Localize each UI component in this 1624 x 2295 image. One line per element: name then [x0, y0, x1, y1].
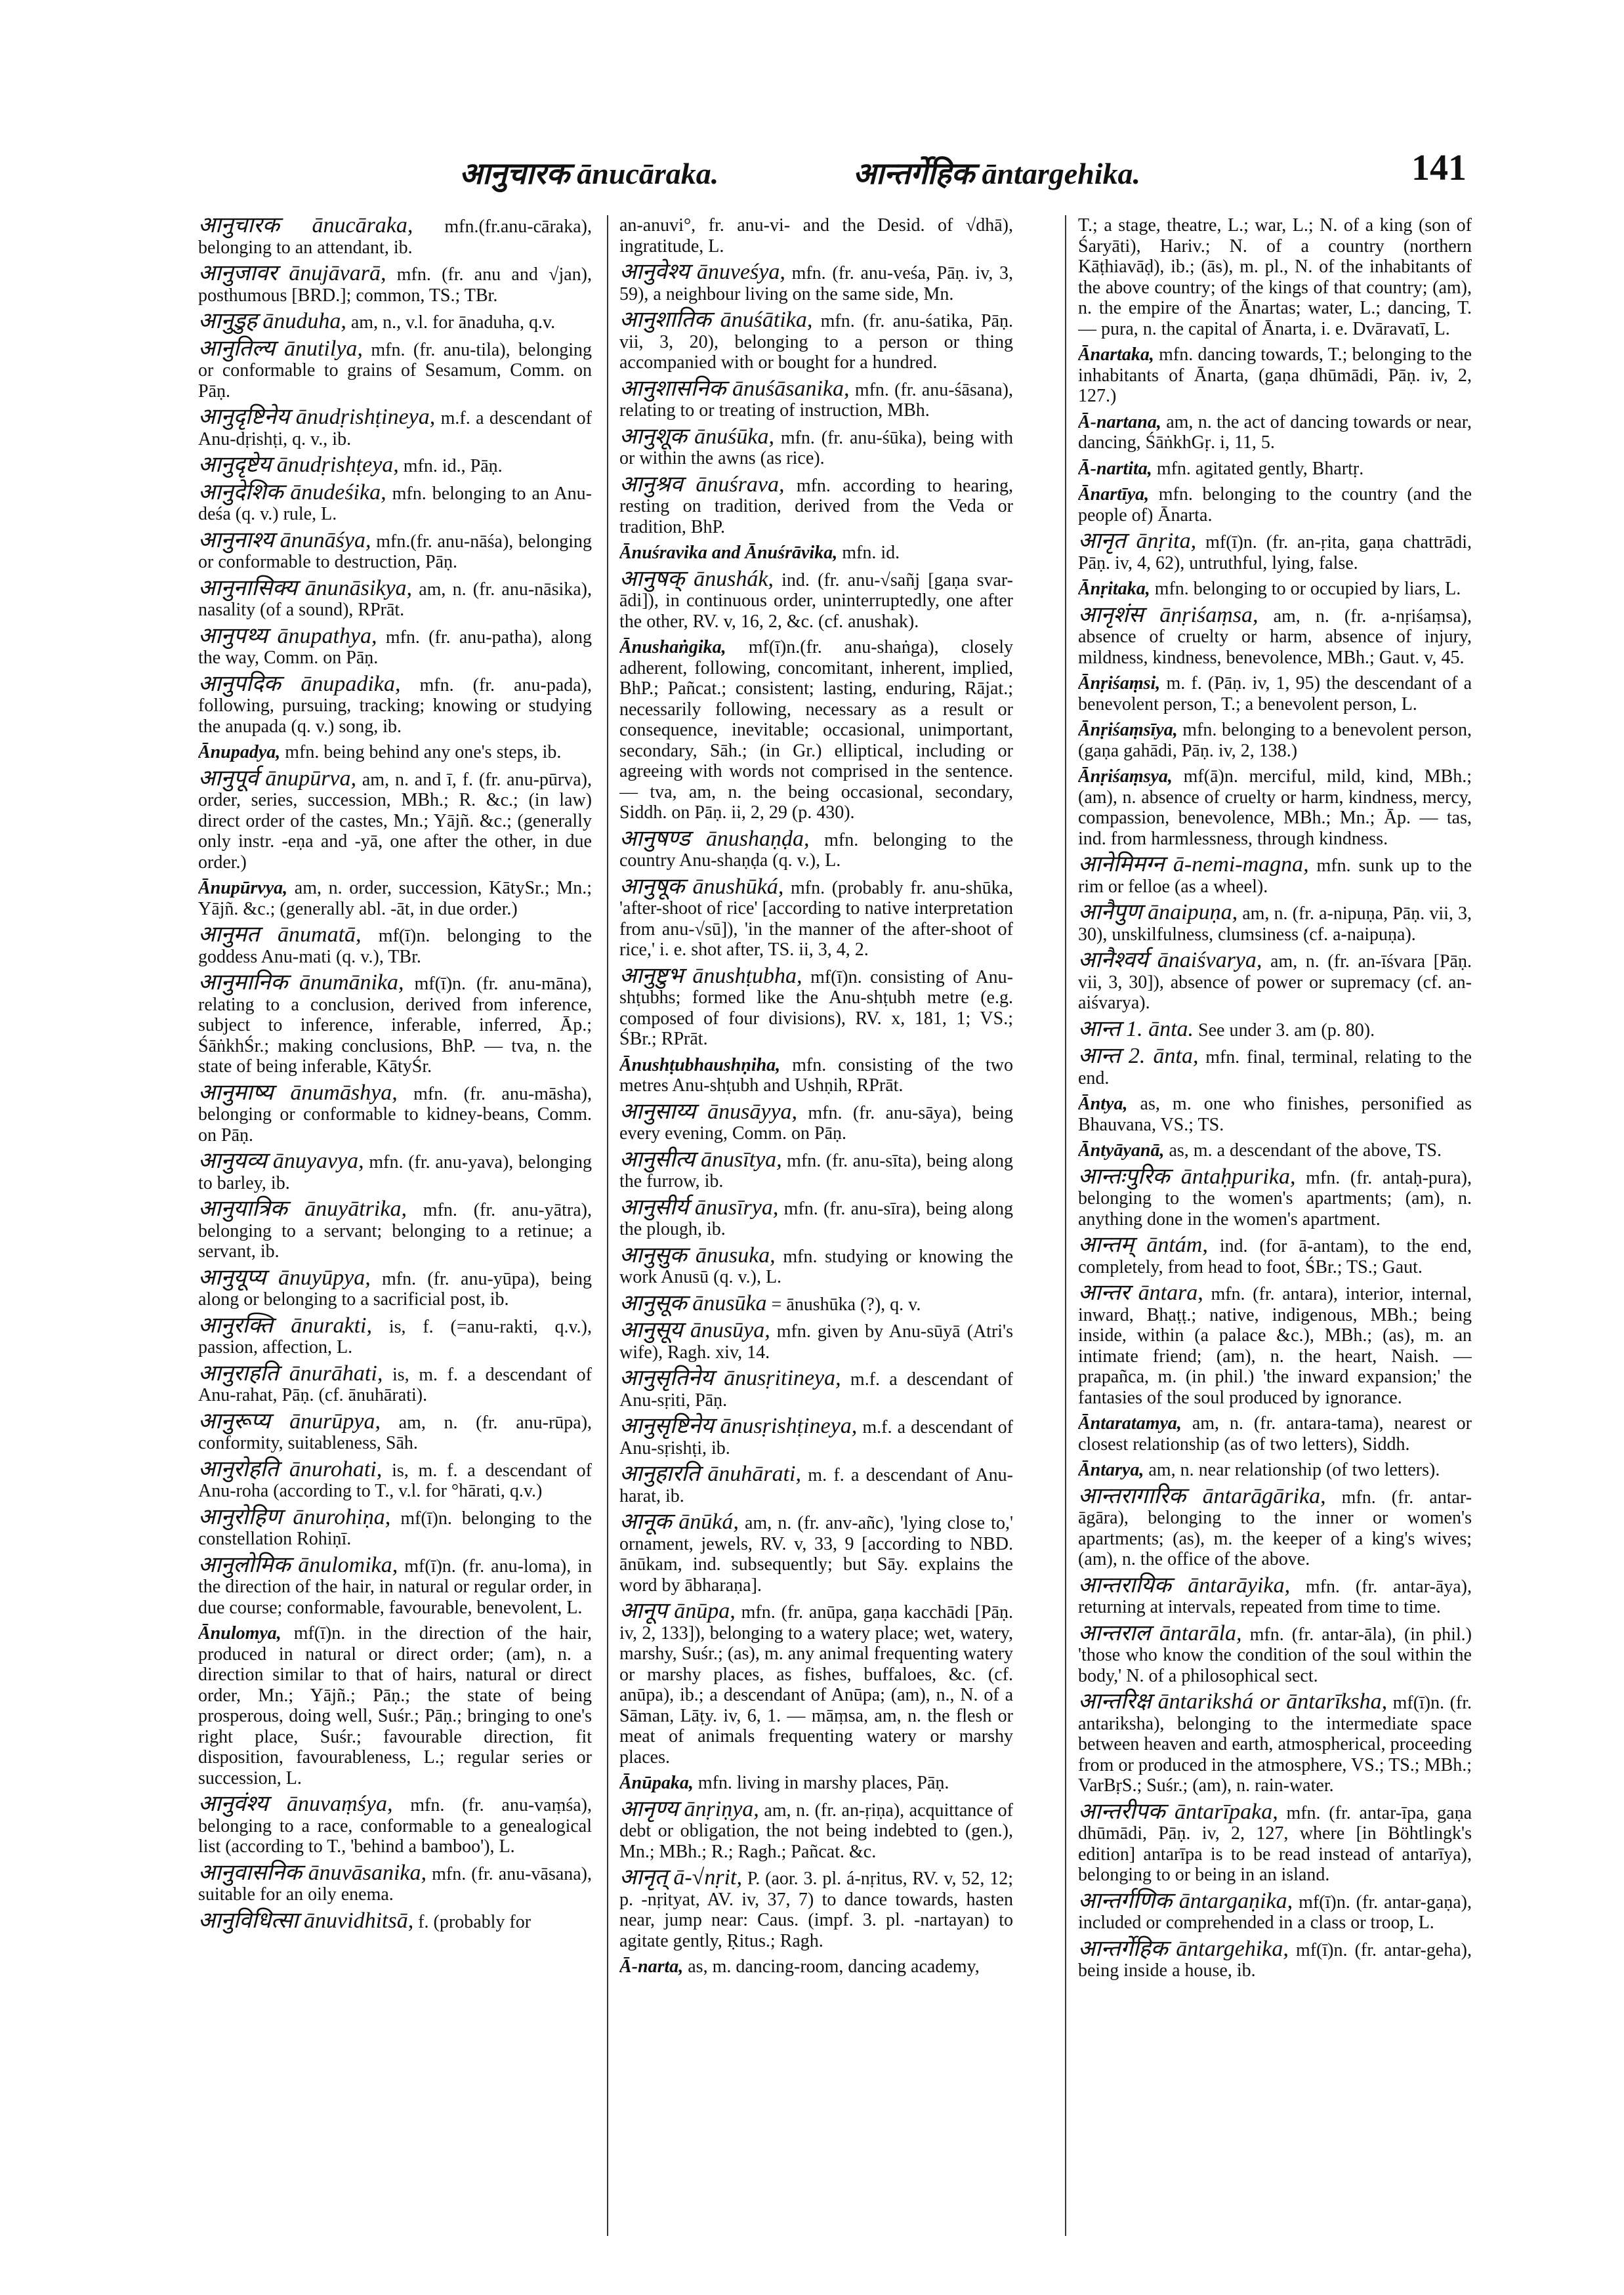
entry-headword: आनेमिमग्न ā-nemi-magna,	[1078, 852, 1309, 877]
entry-headword: आनुदेशिक ānudeśika,	[198, 480, 386, 505]
entry-headword: आनुश्रव ānuśrava,	[619, 472, 785, 497]
dictionary-entry	[198, 1411, 592, 1454]
dictionary-entry	[198, 1315, 592, 1358]
sub-entry	[1078, 484, 1472, 526]
dictionary-entry	[198, 527, 592, 573]
entry-definition: am, n. near relationship (of two letters).	[1148, 1460, 1440, 1480]
dictionary-entry	[619, 826, 1013, 871]
entry-headword: Ānupadya,	[198, 742, 281, 762]
dictionary-entry	[1078, 1164, 1472, 1230]
entry-headword: आनुरूप्य ānurūpya,	[198, 1409, 381, 1434]
entry-headword: Ā-nartana,	[1078, 411, 1161, 432]
entry-headword: आनुसीर्य ānusīrya,	[619, 1195, 779, 1220]
entry-headword: Āntyāyanā,	[1078, 1140, 1165, 1161]
entry-definition: mfn. (fr. anu-sīta), being along the furrow, ib.	[619, 1150, 1013, 1191]
dictionary-entry	[619, 874, 1013, 961]
entry-definition: mfn. belonging to the country Anu-shaṇḍa (q. v.), L.	[619, 829, 1013, 871]
entry-definition: mf(ī)n. (fr. anu-māna), relating to a conclusion, derived from inference, subject to inference, inferable, inferred, Āp.; ŚāṅkhŚr.; making conclusions, BhP. — tva, n. the state of being inferable, KātyŚr.	[198, 974, 592, 1077]
dictionary-entry	[198, 1459, 592, 1502]
entry-headword: आनुमत ānumatā,	[198, 922, 362, 947]
entry-definition: am, n. and ī, f. (fr. anu-pūrva), order, series, succession, MBh.; R. &c.; (in law) direct order of the castes, Mn.; Yājñ. &c.; (generally only instr. -eṇa and -yā, one after the other, in due order.)	[198, 769, 592, 873]
entry-headword: आनुवासनिक ānuvāsanika,	[198, 1860, 427, 1885]
entry-headword: आन्तरीपक āntarīpaka,	[1078, 1799, 1278, 1824]
entry-headword: आनुयूप्य ānuyūpya,	[198, 1265, 371, 1290]
entry-definition: mfn. being behind any one's steps, ib.	[285, 742, 562, 762]
sub-entry	[1078, 1140, 1472, 1161]
entry-definition: mfn. studying or knowing the work Anusū (q. v.), L.	[619, 1246, 1013, 1287]
entry-headword: Ānulomya,	[198, 1623, 281, 1644]
dictionary-entry	[1078, 1936, 1472, 1981]
entry-definition: mfn. (fr. anu-yava), belonging to barley, ib.	[198, 1152, 592, 1193]
entry-definition: am, n., v.l. for ānaduha, q.v.	[350, 312, 556, 333]
entry-headword: आनुवेश्य ānuveśya,	[619, 260, 785, 284]
entry-definition: mfn. (fr. anu-śūka), being with or within the awns (as rice).	[619, 427, 1013, 468]
dictionary-entry	[1078, 215, 1472, 339]
entry-definition: am, n. (fr. antara-tama), nearest or closest relationship (as of two letters), Siddh.	[1078, 1413, 1472, 1455]
entry-headword: आनुमाष्य ānumāshya,	[198, 1080, 398, 1105]
entry-definition: am, n. (fr. an-īśvara [Pāṇ. vii, 3, 30]), absence of power or supremacy (cf. an-aiśvarya).	[1078, 951, 1472, 1013]
sub-entry	[1078, 766, 1472, 849]
entry-definition: as, m. a descendant of the above, TS.	[1169, 1140, 1442, 1161]
dictionary-entry	[619, 426, 1013, 469]
entry-definition: am, n. order, succession, KātySr.; Mn.; Yājñ. &c.; (generally abl. -āt, in due order.)	[198, 878, 592, 919]
entry-definition: am, n. (fr. a-nṛiśaṃsa), absence of cruelty or harm, absence of injury, mildness, kindness, benevolence, MBh.; Gaut. v, 45.	[1078, 606, 1472, 668]
dictionary-entry	[619, 262, 1013, 304]
entry-headword: आन्त 1. ānta.	[1078, 1016, 1194, 1041]
entry-headword: आनूक ānūká,	[619, 1510, 739, 1534]
dictionary-entry	[198, 336, 592, 402]
entry-definition: mfn. (fr. anu-śāsana), relating to or treating of instruction, MBh.	[619, 379, 1013, 421]
entry-headword: आनुसुक ānusuka,	[619, 1243, 776, 1268]
dictionary-column-2	[619, 215, 1013, 2236]
dictionary-entry	[1078, 1799, 1472, 1886]
entry-definition: mfn. (fr. antar-īpa, gaṇa dhūmādi, Pāṇ. iv, 2, 127, where [in Böhtlingk's edition] antarīpa is to be read instead of antarīya), belonging to or being in an island.	[1078, 1802, 1472, 1885]
entry-definition: mf(ā)n. merciful, mild, kind, MBh.; (am), n. absence of cruelty or harm, kindness, mercy, compassion, benevolence, MBh.; Mn.; Āp. — tas, ind. from harmlessness, through kindness.	[1078, 766, 1472, 849]
entry-definition: mf(ī)n. (fr. anu-loma), in the direction of the hair, in natural or regular order, in due course; conformable, favourable, benevolent, L.	[198, 1556, 592, 1618]
entry-definition: mfn. (fr. anu-śatika, Pāṇ. vii, 3, 20), belonging to a person or thing accompanied with or bought for a hundred.	[619, 311, 1013, 373]
entry-headword: आनुशासनिक ānuśāsanika,	[619, 376, 850, 401]
entry-definition: mfn. (fr. anu-vaṃśa), belonging to a race, conformable to a genealogical list (according to T., 'behind a bamboo'), L.	[198, 1795, 592, 1857]
dictionary-entry	[198, 1794, 592, 1857]
entry-definition: mfn. belonging to an Anu-deśa (q. v.) rule, L.	[198, 483, 592, 524]
entry-definition: is, m. f. a descendant of Anu-rahat, Pāṇ. (cf. ānuhārati).	[198, 1364, 592, 1405]
dictionary-entry	[198, 972, 592, 1077]
entry-definition: mfn. (fr. anu-yātra), belonging to a servant; belonging to a retinue; a servant, ib.	[198, 1200, 592, 1262]
sub-entry	[1078, 412, 1472, 453]
entry-definition: mfn. (fr. anu-yūpa), being along or belonging to a sacrificial post, ib.	[198, 1268, 592, 1310]
entry-definition: m.f. a descendant of Anu-sṛiti, Pāṇ.	[619, 1369, 1013, 1411]
entry-definition: P. (aor. 3. pl. á-nṛitus, RV. v, 52, 12; p. -nṛityat, AV. iv, 37, 7) to dance towards, hasten near, jump near: Caus. (impf. 3. pl. -nartayan) to agitate gently, Ṛitus.; Ragh.	[619, 1869, 1013, 1951]
entry-headword: आनृत ānṛita,	[1078, 529, 1197, 553]
entry-definition: mf(ī)n. in the direction of the hair, produced in natural or direct order; (am), n. a direction similar to that of hairs, natural or direct order, Mn.; Yājñ.; Pāṇ.; the state of being prosperous, doing well, Suśr.; Pāṇ.; bringing to one's right place, Suśr.; favourable direction, fit disposition, favourableness, L.; regular series or succession, L.	[198, 1623, 592, 1788]
sub-entry	[1078, 459, 1472, 480]
entry-headword: आनुषण्ड ānushaṇḍa,	[619, 826, 810, 851]
entry-definition: as, m. one who finishes, personified as Bhauvana, VS.; TS.	[1078, 1094, 1472, 1135]
entry-headword: आन्तर्गणिक āntargaṇika,	[1078, 1888, 1293, 1913]
entry-headword: आनुसाय्य ānusāyya,	[619, 1099, 798, 1124]
dictionary-entry	[619, 1293, 1013, 1315]
entry-definition: ind. (fr. anu-√sañj [gaṇa svar-ādi]), in continuous order, uninterruptedly, one after the other, RV. v, 16, 2, &c. (cf. anushak).	[619, 569, 1013, 632]
dictionary-entry	[198, 455, 592, 477]
entry-definition: mfn. (fr. anu and √jan), posthumous [BRD.]; common, TS.; TBr.	[198, 264, 592, 306]
entry-definition: m. f. (Pāṇ. iv, 1, 95) the descendant of a benevolent person, T.; a benevolent person, L.	[1078, 673, 1472, 714]
dictionary-entry	[1078, 531, 1472, 573]
dictionary-entry	[619, 1245, 1013, 1288]
dictionary-column-3	[1078, 215, 1472, 2236]
entry-headword: Ānushṭubhaushṇiha,	[619, 1054, 781, 1075]
entry-headword: आनुमानिक ānumānika,	[198, 970, 404, 995]
entry-headword: आनुयात्रिक ānuyātrika,	[198, 1197, 407, 1221]
entry-headword: आनुपथ्य ānupathya,	[198, 623, 377, 648]
sub-entry	[1078, 579, 1472, 600]
entry-definition: = ānushūka (?), q. v.	[771, 1294, 921, 1315]
entry-headword: Ā-narta,	[619, 1956, 684, 1977]
entry-headword: Ānuśravika and Ānuśrāvika,	[619, 543, 838, 563]
entry-headword: आनुसृतिनेय ānusṛitineya,	[619, 1366, 841, 1390]
entry-definition: as, m. dancing-room, dancing academy,	[688, 1956, 980, 1977]
dictionary-entry	[198, 1504, 592, 1550]
sub-entry	[1078, 1094, 1472, 1135]
entry-headword: आनुलोमिक ānulomika,	[198, 1552, 398, 1577]
entry-definition: mfn.(fr.anu-cāraka), belonging to an attendant, ib.	[198, 217, 592, 258]
dictionary-entry	[1078, 1623, 1472, 1687]
entry-headword: आन्तर āntara,	[1078, 1281, 1203, 1305]
entry-headword: Āntya,	[1078, 1094, 1128, 1114]
entry-headword: Ānushaṅgika,	[619, 637, 726, 657]
entry-definition: mfn. (fr. antara), interior, internal, inward, Bhaṭṭ.; native, indigenous, MBh.; being inside, within (a palace &c.), MBh.; (as), m. an intimate friend; (am), n. the heart, Naish. — prapañca, m. (in phil.) 'the inward expansion;' the fantasies of the soul produced by ignorance.	[1078, 1284, 1472, 1408]
entry-headword: आनुदृष्टेय ānudṛishṭeya,	[198, 453, 399, 477]
entry-definition: mf(ī)n. (fr. antar-geha), being inside a house, ib.	[1078, 1939, 1472, 1981]
dictionary-entry	[198, 768, 592, 873]
entry-headword: आनुचारक ānucāraka,	[198, 215, 413, 238]
entry-headword: आनुराहति ānurāhati,	[198, 1361, 383, 1386]
sub-entry	[1078, 720, 1472, 761]
entry-headword: आनुसूय ānusūya,	[619, 1318, 770, 1342]
entry-definition: mfn. agitated gently, Bhartṛ.	[1156, 458, 1364, 479]
entry-definition: am, n. (fr. anv-añc), 'lying close to,' ornament, jewels, RV. v, 33, 9 [according to NBD. ānūkam, ind. subsequently; but Sāy. explains the word by ābharaṇa].	[619, 1513, 1013, 1596]
entry-headword: आनुषक् ānushák,	[619, 566, 774, 591]
dictionary-entry	[619, 215, 1013, 257]
entry-definition: mf(ī)n. (fr. antariksha), belonging to the intermediate space between heaven and earth, atmospherical, proceeding from or produced in the atmosphere, VS.; TS.; MBh.; VarBṛS.; Suśr.; (am), n. rain-water.	[1078, 1693, 1472, 1796]
entry-definition: mfn. dancing towards, T.; belonging to the inhabitants of Ānarta, (gaṇa dhūmādi, Pāṇ. iv, 2, 127.)	[1078, 344, 1472, 406]
dictionary-entry	[1078, 1575, 1472, 1618]
dictionary-entry	[619, 1867, 1013, 1951]
entry-headword: आनुरक्ति ānurakti,	[198, 1313, 372, 1338]
entry-headword: आनुडुह ānuduha,	[198, 309, 346, 333]
dictionary-entry	[619, 474, 1013, 538]
entry-headword: Ānupūrvya,	[198, 878, 288, 898]
entry-headword: आनुजावर ānujāvarā,	[198, 261, 386, 285]
entry-headword: Ā-nartita,	[1078, 458, 1152, 479]
dictionary-entry	[1078, 1483, 1472, 1570]
entry-headword: आन्तराल āntarāla,	[1078, 1621, 1242, 1645]
entry-headword: आनुविधित्सा ānuvidhitsā,	[198, 1908, 414, 1933]
entry-definition: mf(ī)n. (fr. antar-gaṇa), included or comprehended in a class or troop, L.	[1078, 1892, 1472, 1933]
dictionary-entry	[198, 671, 592, 737]
entry-headword: Ānṛiśaṃsya,	[1078, 766, 1173, 787]
entry-headword: आन्तःपुरिक āntaḥpurika,	[1078, 1164, 1296, 1189]
entry-headword: आनृत् ā-√nṛit,	[619, 1865, 742, 1890]
entry-definition: mfn. id.	[842, 543, 900, 563]
entry-headword: आन्तर्गेहिक āntargehika,	[1078, 1936, 1289, 1961]
dictionary-entry	[619, 1368, 1013, 1411]
entry-definition: mfn. (probably fr. anu-shūka, 'after-shoot of rice' [according to native interpretation from anu-√sū]), 'in the manner of the after-shoot of rice,' i. e. shot after, TS. ii, 3, 4, 2.	[619, 877, 1013, 960]
entry-definition: mfn. living in marshy places, Pāṇ.	[697, 1773, 949, 1793]
dictionary-entry	[619, 1796, 1013, 1863]
entry-headword: आनुसूक ānusūka	[619, 1291, 767, 1315]
entry-headword: आनुरोहति ānurohati,	[198, 1457, 383, 1481]
dictionary-entry	[1078, 602, 1472, 669]
entry-definition: mfn.(fr. anu-nāśa), belonging or conformable to destruction, Pāṇ.	[198, 531, 592, 572]
entry-headword: Ānṛiśaṃsīya,	[1078, 720, 1178, 740]
entry-definition: mfn. (fr. antar-āgāra), belonging to the inner or women's apartments; (as), m. the keeper of a king's wives; (am), n. the office of the above.	[1078, 1487, 1472, 1569]
entry-headword: आनुष्टुभ ānushṭubha,	[619, 963, 802, 988]
entry-definition: am, n. (fr. a-nipuṇa, Pāṇ. vii, 3, 30), unskilfulness, clumsiness (cf. a-naipuṇa).	[1078, 903, 1472, 945]
entry-headword: आनुहारति ānuhārati,	[619, 1462, 801, 1486]
entry-definition: mfn. (fr. anu-veśa, Pāṇ. iv, 3, 59), a neighbour living on the same side, Mn.	[619, 263, 1013, 304]
entry-definition: am, n. (fr. anu-nāsika), nasality (of a sound), RPrāt.	[198, 579, 592, 620]
dictionary-entry	[198, 407, 592, 449]
entry-definition: mfn. belonging to a benevolent person, (gaṇa gahādi, Pāṇ. iv, 2, 138.)	[1078, 720, 1472, 761]
entry-headword: आनुसृष्टिनेय ānusṛishṭineya,	[619, 1414, 858, 1438]
entry-headword: Āntarya,	[1078, 1460, 1144, 1480]
entry-definition: mfn. sunk up to the rim or felloe (as a wheel).	[1078, 856, 1472, 897]
sub-entry	[619, 543, 1013, 564]
entry-definition: mfn. id., Pāṇ.	[403, 456, 503, 476]
sub-entry	[1078, 1413, 1472, 1455]
entry-headword: आनृशंस ānṛiśaṃsa,	[1078, 602, 1259, 627]
entry-definition: mfn. (fr. anūpa, gaṇa kacchādi [Pāṇ. iv, 2, 133]), belonging to a watery place; wet, watery, marshy, Suśr.; (as), m. any animal frequenting watery or marshy places, as fishes, buffaloes, &c. (cf. anūpa), ib.; a descendant of Anūpa; (am), n., N. of a Sāman, Lāṭy. iv, 6, 1. — māṃsa, am, n. the flesh or meat of animals frequenting watery or marshy places.	[619, 1602, 1013, 1768]
sub-entry	[1078, 1460, 1472, 1481]
entry-definition: mfn. given by Anu-sūyā (Atri's wife), Ragh. xiv, 14.	[619, 1321, 1013, 1363]
dictionary-entry	[198, 263, 592, 306]
entry-definition: am, n. (fr. an-ṛiṇa), acquittance of debt or obligation, the not being indebted to (gen.), Mn.; MBh.; R.; Ragh.; Pañcat. &c.	[619, 1800, 1013, 1862]
dictionary-entry	[1078, 1283, 1472, 1408]
entry-headword: आनैपुण ānaipuṇa,	[1078, 900, 1238, 924]
dictionary-entry	[198, 1265, 592, 1310]
entry-definition: m.f. a descendant of Anu-dṛishṭi, q. v., ib.	[198, 408, 592, 449]
entry-headword: आनैश्वर्य ānaiśvarya,	[1078, 948, 1262, 972]
entry-definition: an-anuvi°, fr. anu-vi- and the Desid. of √dhā), ingratitude, L.	[619, 215, 1013, 257]
dictionary-entry	[619, 566, 1013, 632]
sub-entry	[619, 1773, 1013, 1794]
dictionary-entry	[619, 310, 1013, 373]
sub-entry	[619, 637, 1013, 823]
entry-definition: ind. (for ā-antam), to the end, completely, from head to foot, ŚBr.; TS.; Gaut.	[1078, 1236, 1472, 1277]
sub-entry	[619, 1055, 1013, 1096]
entry-headword: आनुषूक ānushūká,	[619, 874, 784, 899]
dictionary-entry	[198, 215, 592, 258]
entry-definition: mfn. consisting of the two metres Anu-shṭubh and Ushṇih, RPrāt.	[619, 1054, 1013, 1096]
dictionary-entry	[619, 1416, 1013, 1458]
dictionary-entry	[198, 1908, 592, 1933]
dictionary-entry	[619, 963, 1013, 1050]
dictionary-entry	[198, 1860, 592, 1905]
entry-definition: mfn. (fr. anu-pada), following, pursuing, tracking; knowing or studying the anupada (q. v.) song, ib.	[198, 674, 592, 737]
dictionary-entry	[198, 1199, 592, 1262]
dictionary-entry	[1078, 1691, 1472, 1796]
entry-headword: आनुवंश्य ānuvaṃśya,	[198, 1792, 393, 1816]
entry-headword: आन्तरिक्ष āntarikshá or āntarīksha,	[1078, 1689, 1388, 1714]
dictionary-entry	[619, 1320, 1013, 1363]
dictionary-entry	[619, 1099, 1013, 1144]
entry-definition: See under 3. am (p. 80).	[1198, 1020, 1375, 1041]
dictionary-entry	[198, 1080, 592, 1146]
sub-entry	[619, 1956, 1013, 1977]
entry-definition: T.; a stage, theatre, L.; war, L.; N. of a king (son of Śaryāti), Hariv.; N. of a country (northern Kāṭhiavāḍ), ib.; (ās), m. pl., N. of the inhabitants of the above country; of the kings of that country; (am), n. the empire of the Ānartas; water, L.; dancing, T. — pura, n. the capital of Ānarta, i. e. Dvāravatī, L.	[1078, 215, 1472, 339]
entry-headword: Ānartaka,	[1078, 344, 1154, 365]
dictionary-column-1	[198, 215, 592, 2236]
dictionary-entry	[619, 1149, 1013, 1192]
entry-definition: mfn. (fr. antar-āla), (in phil.) 'those who know the condition of the soul within the body,' N. of a philosophical sect.	[1078, 1624, 1472, 1686]
entry-definition: mfn. (fr. antaḥ-pura), belonging to the women's apartments; (am), n. anything done in the women's apartment.	[1078, 1167, 1472, 1230]
dictionary-entry	[198, 924, 592, 967]
entry-definition: m. f. a descendant of Anu-harat, ib.	[619, 1465, 1013, 1506]
entry-definition: mf(ī)n. (fr. an-ṛita, gaṇa chattrādi, Pāṇ. iv, 4, 62), untruthful, lying, false.	[1078, 532, 1472, 573]
dictionary-entry	[198, 1151, 592, 1193]
page-number: 141	[1411, 148, 1467, 188]
entry-headword: आनुशूक ānuśūka,	[619, 424, 774, 449]
sub-entry	[198, 878, 592, 919]
sub-entry	[1078, 344, 1472, 407]
sub-entry	[198, 742, 592, 763]
entry-definition: am, n. the act of dancing towards or near, dancing, ŚāṅkhGṛ. i, 11, 5.	[1078, 411, 1472, 453]
entry-headword: Ānṛiśaṃsi,	[1078, 673, 1161, 693]
dictionary-entry	[1078, 950, 1472, 1014]
entry-definition: mfn. (fr. anu-māsha), belonging or conformable to kidney-beans, Comm. on Pāṇ.	[198, 1083, 592, 1146]
dictionary-entry	[198, 311, 592, 333]
sub-entry	[1078, 673, 1472, 714]
entry-definition: mf(ī)n. belonging to the goddess Anu-mati (q. v.), TBr.	[198, 926, 592, 967]
entry-definition: is, m. f. a descendant of Anu-roha (according to T., v.l. for °hārati, q.v.)	[198, 1460, 592, 1501]
dictionary-entry	[198, 623, 592, 669]
column-rule-left	[607, 215, 608, 2236]
entry-definition: mfn. final, terminal, relating to the end.	[1078, 1047, 1472, 1088]
dictionary-entry	[1078, 1888, 1472, 1933]
entry-headword: Ānūpaka,	[619, 1773, 694, 1793]
entry-definition: m.f. a descendant of Anu-sṛishṭi, ib.	[619, 1417, 1013, 1458]
dictionary-entry	[198, 1552, 592, 1619]
dictionary-entry	[619, 1197, 1013, 1240]
entry-headword: Ānartīya,	[1078, 484, 1150, 505]
entry-headword: आनुनाश्य ānunāśya,	[198, 527, 371, 552]
dictionary-entry	[1078, 854, 1472, 897]
entry-definition: mf(ī)n. belonging to the constellation Rohiṇī.	[198, 1508, 592, 1549]
dictionary-entry	[1078, 902, 1472, 945]
entry-definition: mfn. belonging to the country (and the people of) Ānarta.	[1078, 484, 1472, 526]
entry-headword: Ānṛitaka,	[1078, 579, 1150, 599]
entry-headword: आनुपूर्व ānupūrva,	[198, 766, 357, 791]
dictionary-entry	[619, 1512, 1013, 1596]
entry-definition: mfn. (fr. anu-tila), belonging or conformable to grains of Sesamum, Comm. on Pāṇ.	[198, 339, 592, 402]
entry-headword: आनुयव्य ānuyavya,	[198, 1149, 364, 1173]
entry-definition: am, n. (fr. anu-rūpa), conformity, suitableness, Sāh.	[198, 1412, 592, 1453]
entry-definition: mfn. (fr. anu-sāya), being every evening, Comm. on Pāṇ.	[619, 1102, 1013, 1144]
entry-headword: आनुनासिक्य ānunāsikya,	[198, 575, 413, 600]
entry-headword: आनूप ānūpa,	[619, 1599, 736, 1623]
dictionary-entry	[619, 1601, 1013, 1768]
entry-headword: आनुतिल्य ānutilya,	[198, 336, 363, 361]
entry-headword: Āntaratamya,	[1078, 1413, 1182, 1434]
dictionary-entry	[619, 376, 1013, 421]
dictionary-entry	[1078, 1016, 1472, 1041]
entry-headword: आनुसीत्य ānusītya,	[619, 1147, 782, 1172]
entry-definition: mfn. (fr. antar-āya), returning at intervals, repeated from time to time.	[1078, 1576, 1472, 1617]
entry-headword: आन्तरागारिक āntarāgārika,	[1078, 1483, 1326, 1508]
entry-headword: आन्त 2. ānta,	[1078, 1044, 1199, 1068]
entry-definition: mfn. according to hearing, resting on tradition, derived from the Veda or tradition, BhP.	[619, 475, 1013, 537]
entry-headword: आनुदृष्टिनेय ānudṛishṭineya,	[198, 405, 436, 429]
entry-definition: mfn. (fr. anu-vāsana), suitable for an oily enema.	[198, 1863, 592, 1905]
entry-definition: mfn. (fr. anu-patha), along the way, Comm. on Pāṇ.	[198, 627, 592, 668]
column-rule-right	[1065, 215, 1066, 2236]
entry-headword: आन्तम् āntám,	[1078, 1233, 1208, 1257]
dictionary-entry	[619, 1464, 1013, 1506]
dictionary-entry	[198, 575, 592, 621]
entry-headword: आन्तरायिक āntarāyika,	[1078, 1573, 1291, 1598]
entry-definition: f. (probably for	[418, 1911, 531, 1932]
running-header	[197, 148, 1467, 198]
left-running-headword: आनुचारक ānucāraka.	[459, 157, 719, 190]
entry-headword: आनुशातिक ānuśātika,	[619, 308, 813, 332]
entry-definition: is, f. (=anu-rakti, q.v.), passion, affection, L.	[198, 1316, 592, 1357]
entry-definition: mfn. belonging to or occupied by liars, L.	[1154, 579, 1461, 599]
sub-entry	[198, 1623, 592, 1788]
entry-headword: आनुपदिक ānupadika,	[198, 671, 401, 696]
dictionary-entry	[1078, 1046, 1472, 1088]
dictionary-entry	[1078, 1235, 1472, 1277]
right-running-headword: आन्तर्गेहिक āntargehika.	[853, 157, 1141, 190]
entry-definition: mfn. (fr. anu-sīra), being along the plough, ib.	[619, 1198, 1013, 1239]
entry-headword: आनुरोहिण ānurohiṇa,	[198, 1504, 391, 1529]
dictionary-entry	[198, 1363, 592, 1406]
dictionary-entry	[198, 482, 592, 525]
entry-definition: mf(ī)n.(fr. anu-shaṅga), closely adherent, following, concomitant, inherent, implied, BhP.; Pañcat.; consistent; lasting, enduring, Rājat.; necessarily following, necessary as a result or consequence, inevitable; occasional, unimportant, secondary, Sāh.; (in Gr.) elliptical, including or agreeing with words not comprised in the sentence. — tva, am, n. the being occasional, secondary, Siddh. on Pāṇ. ii, 2, 29 (p. 430).	[619, 637, 1013, 823]
entry-definition: mf(ī)n. consisting of Anu-shṭubhs; formed like the Anu-shṭubh metre (e.g. composed of four divisions), RV. x, 181, 1; VS.; ŚBr.; RPrāt.	[619, 966, 1013, 1049]
entry-headword: आनृण्य ānṛiṇya,	[619, 1796, 759, 1821]
